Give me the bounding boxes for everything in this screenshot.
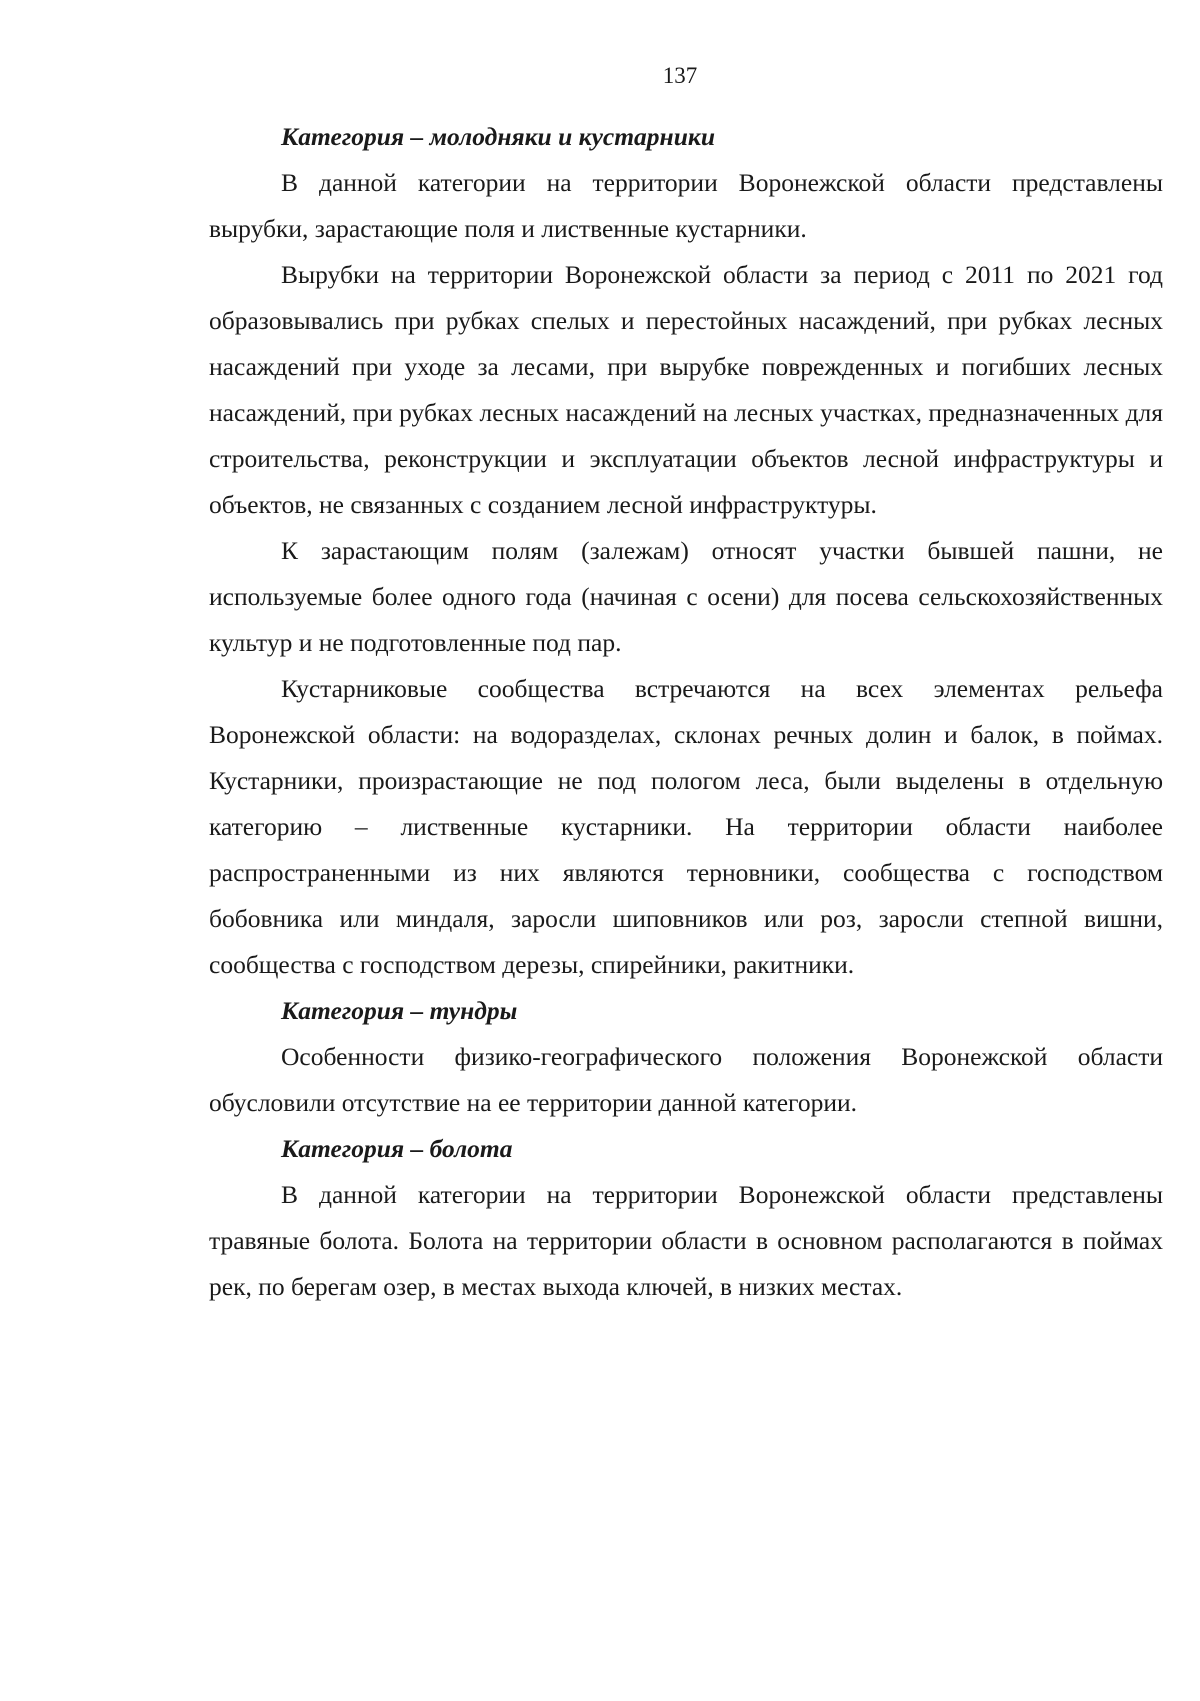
section-heading: Категория – болота xyxy=(281,1134,513,1163)
page-content xyxy=(209,114,1163,1310)
paragraph: Особенности физико-географического положения Воронежской области обусловили отсутствие на ее территории данной категории. xyxy=(209,1042,1163,1117)
paragraph: В данной категории на территории Воронежской области представлены вырубки, зарастающие поля и лиственные кустарники. xyxy=(209,168,1163,243)
paragraph: Кустарниковые сообщества встречаются на всех элементах рельефа Воронежской области: на водоразделах, склонах речных долин и балок, в поймах. Кустарники, произрастающие не под пологом леса, были выделены в отдельную категорию – лиственные кустарники. На территории области наиболее распространенными из них являются терновники, сообщества с господством бобовника или миндаля, заросли шиповников или роз, заросли степной вишни, сообщества с господством дерезы, спирейники, ракитники. xyxy=(209,674,1163,979)
page-number: 137 xyxy=(662,63,698,88)
section-heading: Категория – молодняки и кустарники xyxy=(281,122,715,151)
section-heading: Категория – тундры xyxy=(281,996,518,1025)
section-young-growth-and-shrubs xyxy=(209,114,1163,988)
section-wetlands xyxy=(209,1126,1163,1310)
paragraph: Вырубки на территории Воронежской области за период с 2011 по 2021 год образовывались при рубках спелых и перестойных насаждений, при рубках лесных насаждений при уходе за лесами, при вырубке поврежденных и погибших лесных насаждений, при рубках лесных насаждений на лесных участках, предназначенных для строительства, реконструкции и эксплуатации объектов лесной инфраструктуры и объектов, не связанных с созданием лесной инфраструктуры. xyxy=(209,260,1163,519)
section-tundra xyxy=(209,988,1163,1126)
paragraph: В данной категории на территории Воронежской области представлены травяные болота. Болота на территории области в основном располагаются в поймах рек, по берегам озер, в местах выхода ключей, в низких местах. xyxy=(209,1180,1163,1301)
paragraph: К зарастающим полям (залежам) относят участки бывшей пашни, не используемые более одного года (начиная с осени) для посева сельскохозяйственных культур и не подготовленные под пар. xyxy=(209,536,1163,657)
